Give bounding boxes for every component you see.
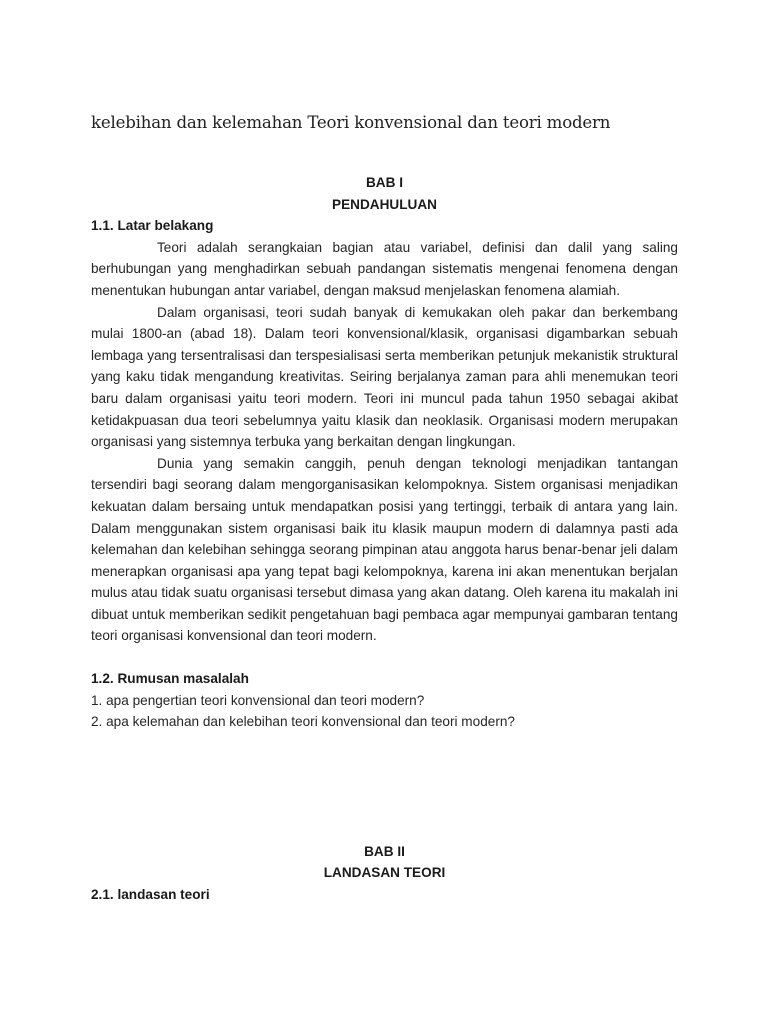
spacer (91, 647, 678, 668)
paragraph: Dunia yang semakin canggih, penuh dengan teknologi menjadikan tantangan tersendiri bagi seorang dalam mengorganisasikan kelompoknya. Sistem organisasi menjadikan kekuatan dalam bersaing untuk mendapatkan posisi yang tertinggi, terbaik di antara yang lain. Dalam menggunakan sistem organisasi baik itu klasik maupun modern di dalamnya pasti ada kelemahan dan kelebihan sehingga seorang pimpinan atau anggota harus benar-benar jeli dalam menerapkan organisasi apa yang tepat bagi kelompoknya, karena ini akan menentukan berjalan mulus atau tidak suatu organisasi tersebut dimasa yang akan datang. Oleh karena itu makalah ini dibuat untuk memberikan sedikit pengetahuan bagi pembaca agar mempunyai gambaran tentang teori organisasi konvensional dan teori modern. (91, 455, 678, 644)
bab1-label: BAB I (365, 175, 403, 190)
section-1-1-heading: 1.1. Latar belakang (91, 218, 214, 234)
document-title: kelebihan dan kelemahan Teori konvensional dan teori modern (91, 113, 611, 132)
bab1-title: PENDAHULUAN (332, 196, 437, 212)
section-2-1-heading: 2.1. landasan teori (91, 887, 210, 903)
paragraph: Dalam organisasi, teori sudah banyak di kemukakan oleh pakar dan berkembang mulai 1800-an (abad 18). Dalam teori konvensional/klasik, organisasi digambarkan sebuah lembaga yang tersentralisasi dan terspesialisasi serta memberikan petunjuk mekanistik struktural yang kaku tidak mengandung kreativitas. Seiring berjalanya zaman para ahli menemukan teori baru dalam organisasi yaitu teori modern. Teori ini muncul pada tahun 1950 sebagai akibat ketidakpuasan dua teori sebelumnya yaitu klasik dan neoklasik. Organisasi modern merupakan organisasi yang sistemnya terbuka yang berkaitan dengan lingkungan. (91, 304, 678, 450)
problem-list (91, 690, 678, 733)
spacer (91, 733, 678, 841)
paragraph: Teori adalah serangkaian bagian atau variabel, definisi dan dalil yang saling berhubungan yang menghadirkan sebuah pandangan sistematis mengenai fenomena dengan menentukan hubungan antar variabel, dengan maksud menjelaskan fenomena alamiah. (91, 239, 678, 298)
bab2-title: LANDASAN TEORI (323, 865, 446, 881)
list-item: 1. apa pengertian teori konvensional dan teori modern? (91, 692, 425, 708)
document-body (91, 172, 678, 906)
list-item: 2. apa kelemahan dan kelebihan teori konvensional dan teori modern? (91, 714, 515, 730)
section-1-2-heading: 1.2. Rumusan masalalah (91, 671, 249, 687)
bab2-label: BAB II (364, 843, 405, 859)
